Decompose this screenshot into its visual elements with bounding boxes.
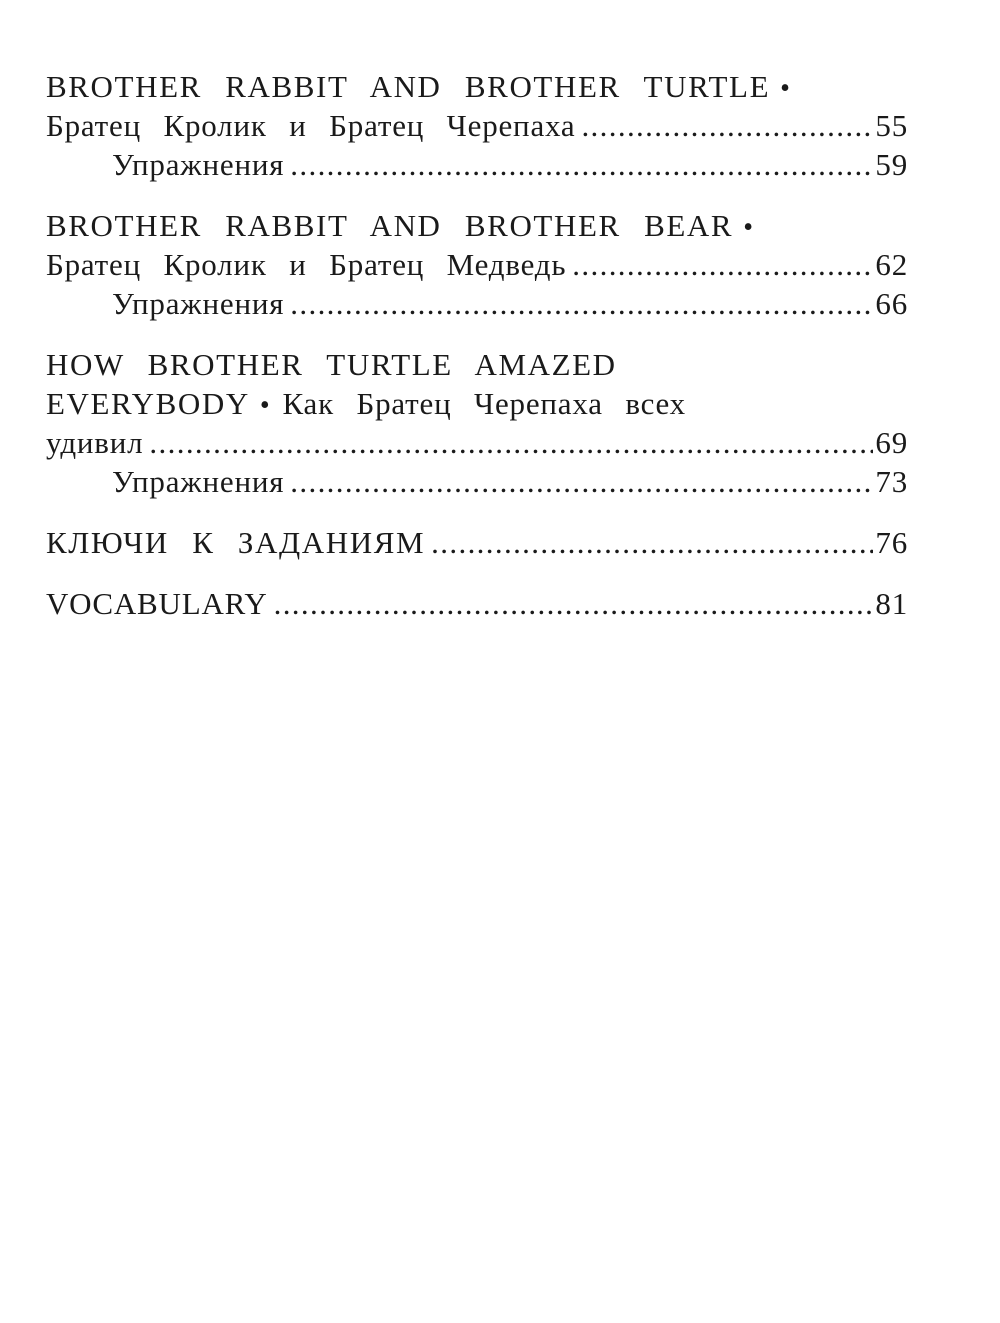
- dot-leader: [149, 423, 873, 462]
- entry-title: VOCABULARY: [46, 586, 268, 621]
- toc-entry: [46, 67, 908, 184]
- entry-title-ru: Братец Кролик и Братец Медведь: [46, 247, 567, 282]
- table-of-contents: [46, 67, 908, 623]
- exercises-label: Упражнения: [112, 464, 285, 499]
- exercises-label: Упражнения: [112, 286, 285, 321]
- dot-leader: [431, 523, 873, 562]
- entry-title: КЛЮЧИ К ЗАДАНИЯМ: [46, 525, 426, 560]
- exercises-label: Упражнения: [112, 147, 285, 182]
- entry-title-line: [46, 384, 908, 423]
- dot-leader: [274, 584, 874, 623]
- page-number: 55: [875, 108, 908, 143]
- entry-title-en: EVERYBODY: [46, 386, 250, 421]
- toc-entry: [46, 523, 908, 562]
- dot-leader: [290, 462, 873, 501]
- page-number: 76: [875, 525, 908, 560]
- page-number: 59: [875, 147, 908, 182]
- dot-leader: [290, 284, 873, 323]
- entry-link[interactable]: [46, 584, 908, 623]
- page-number: 62: [875, 247, 908, 282]
- bullet-icon: •: [743, 212, 754, 243]
- toc-entry: [46, 584, 908, 623]
- page-number: 66: [875, 286, 908, 321]
- page-number: 69: [875, 425, 908, 460]
- dot-leader: [290, 145, 873, 184]
- page-number: 81: [875, 586, 908, 621]
- toc-entry: [46, 206, 908, 323]
- entry-title-line: [46, 206, 908, 245]
- dot-leader: [572, 245, 873, 284]
- bullet-icon: •: [780, 73, 791, 104]
- exercises-link[interactable]: [46, 462, 908, 501]
- entry-title-line: [46, 345, 908, 384]
- entry-title-line: [46, 67, 908, 106]
- entry-title-ru: Как Братец Черепаха всех: [282, 386, 686, 421]
- entry-title-en: BROTHER RABBIT AND BROTHER TURTLE: [46, 69, 771, 104]
- entry-link[interactable]: [46, 523, 908, 562]
- entry-link[interactable]: [46, 423, 908, 462]
- entry-link[interactable]: [46, 106, 908, 145]
- entry-title-ru: удивил: [46, 425, 144, 460]
- entry-title-en: BROTHER RABBIT AND BROTHER BEAR: [46, 208, 734, 243]
- entry-title-en: HOW BROTHER TURTLE AMAZED: [46, 347, 617, 382]
- exercises-link[interactable]: [46, 145, 908, 184]
- entry-title-ru: Братец Кролик и Братец Черепаха: [46, 108, 576, 143]
- page-number: 73: [875, 464, 908, 499]
- dot-leader: [581, 106, 873, 145]
- bullet-icon: •: [259, 390, 271, 421]
- exercises-link[interactable]: [46, 284, 908, 323]
- entry-link[interactable]: [46, 245, 908, 284]
- toc-entry: [46, 345, 908, 501]
